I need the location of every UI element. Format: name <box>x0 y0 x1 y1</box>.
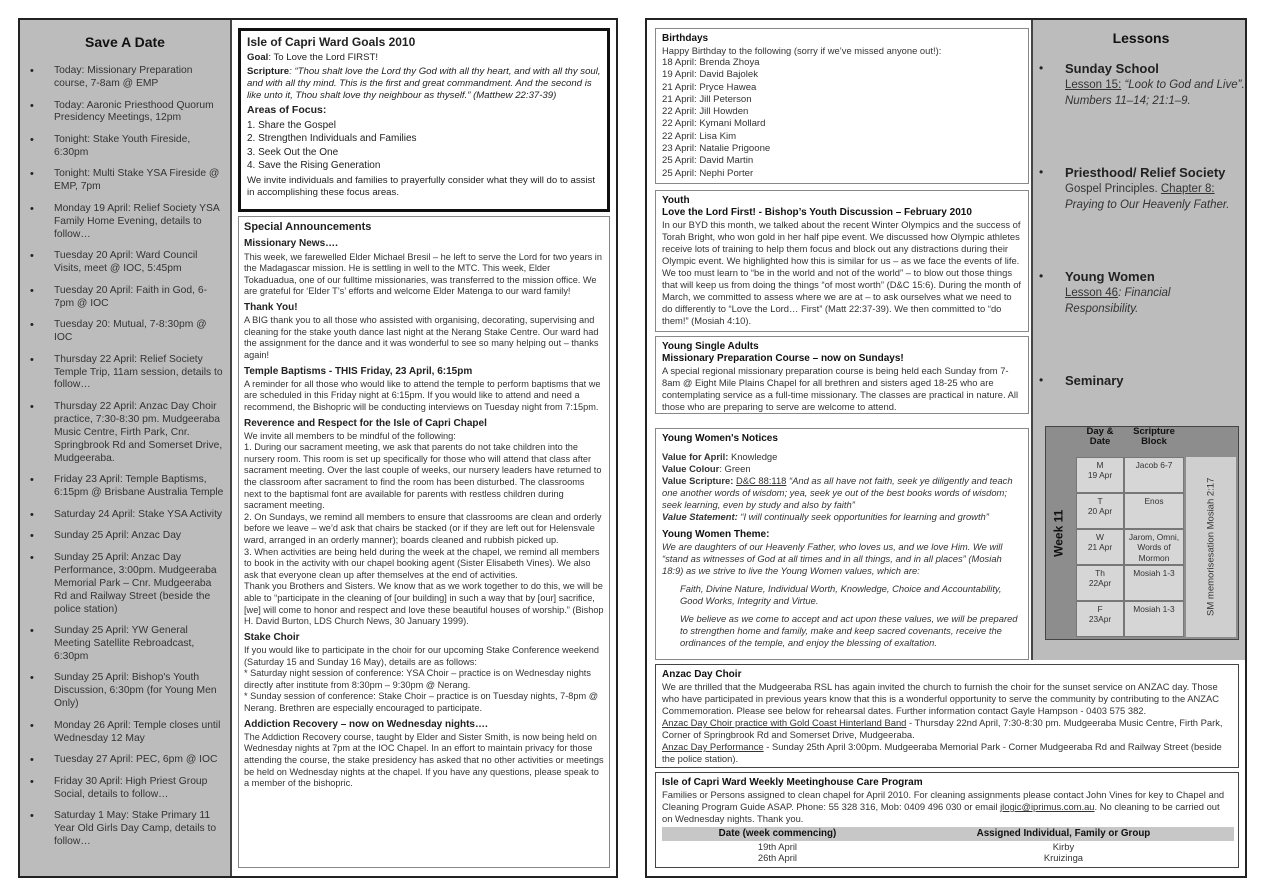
event-item: • Tuesday 20 April: Ward Council Visits, meet @ IOC, 5:45pm <box>26 250 224 276</box>
yw-scripture-label: Value Scripture <box>662 475 731 487</box>
newsletter-page-left <box>18 18 618 878</box>
focus-item: 1. Share the Gospel <box>247 120 336 132</box>
week-label: Week 11 <box>1051 509 1066 557</box>
birthday-item: 22 April: Jill Howden <box>662 106 749 118</box>
lesson-link[interactable]: Lesson 15: <box>1065 78 1122 91</box>
birthdays-title: Birthdays <box>662 33 709 44</box>
announcement-heading: Missionary News…. <box>244 238 338 250</box>
scripture-line <box>247 66 601 101</box>
yw-scripture-line: Value Scripture: D&C 88:118 “And as all have not faith, seek ye diligently and teach one another words of wisdom; yea, seek ye out of the best books words of wisdom; seek learning, even by study and also by faith” <box>662 475 1013 510</box>
lesson-text: : Financial Responsibility. <box>1065 287 1171 316</box>
goals-invite: We invite individuals and families to prayerfully consider what they will do to assist in accomplishing these focus areas. <box>247 174 596 198</box>
special-announcements-box <box>238 216 610 868</box>
care-email-link[interactable]: jlogic@iprimus.com.au <box>1000 801 1095 813</box>
care-name: Kruizinga <box>1043 852 1084 864</box>
youth-title: Youth <box>662 195 690 206</box>
event-item: • Friday 30 April: High Priest Group Social, details to follow… <box>26 776 224 802</box>
announcement-heading: Reverence and Respect for the Isle of Capri Chapel <box>244 417 487 429</box>
goal-label: Goal <box>247 51 269 63</box>
anzac-performance-link[interactable]: Anzac Day Performance <box>662 740 764 752</box>
sem-date: 23Apr <box>1088 614 1112 625</box>
seminary-row <box>1076 529 1184 565</box>
lesson-seminary <box>1037 373 1245 389</box>
event-item: • Tuesday 20 April: Faith in God, 6-7pm @ IOC <box>26 285 224 311</box>
announcement-body: A reminder for all those who would like to attend the temple to perform baptisms that we are scheduled in this Friday night at 6:15pm. If you would like to attend and need a recommend, the Bishopric will be conducting interviews on Tuesday night from 7:15pm. <box>244 378 601 412</box>
birthday-item: 19 April: David Bajolek <box>662 69 758 81</box>
seminary-header <box>1076 427 1184 453</box>
youth-subtitle: Love the Lord First! - Bishop’s Youth Discussion – February 2010 <box>662 207 972 219</box>
lesson-sunday-school <box>1037 61 1245 109</box>
yw-statement-line <box>662 511 1022 523</box>
yw-theme: We are daughters of our Heavenly Father, who loves us, and we love Him. We will “stand as witnesses of God at all times and in all things, and in all places” (Mosiah 18:9) as we strive to live the Young Women values, which are: <box>662 541 1003 576</box>
event-item: • Tonight: Stake Youth Fireside, 6:30pm <box>26 134 224 160</box>
event-item: • Thursday 22 April: Relief Society Temple Trip, 11am session, details to follow… <box>26 354 224 393</box>
lesson-detail <box>1065 77 1245 109</box>
table-row <box>662 852 1234 863</box>
announcement-heading: Stake Choir <box>244 631 300 643</box>
event-item: • Sunday 25 April: Anzac Day Performance, 3:00pm. Mudgeeraba Memorial Park – Cnr. Mudgeeraba Rd and Railway Street (beside the police station) <box>26 552 224 617</box>
ysa-subtitle: Missionary Preparation Course – now on Sundays! <box>662 353 904 365</box>
yw-scripture-ref[interactable]: D&C 88:118 <box>736 475 787 487</box>
event-item: • Sunday 25 April: YW General Meeting Satellite Rebroadcast, 6:30pm <box>26 625 224 664</box>
care-col-date: Date (week commencing) <box>662 827 893 841</box>
lesson-text: “Look to God and Live”. Numbers 11–14; 21:1–9. <box>1065 78 1245 108</box>
birthdays-intro: Happy Birthday to the following (sorry if we’ve missed anyone out!): <box>662 45 942 57</box>
birthday-item: 25 April: Nephi Porter <box>662 167 754 179</box>
ysa-box <box>655 336 1029 414</box>
sem-day: T <box>1097 496 1103 506</box>
yw-value-label: Value for April: <box>662 451 729 463</box>
lesson-heading: • Sunday School <box>1065 61 1159 77</box>
yw-statement-label: Value Statement: <box>662 510 738 522</box>
save-a-date-list <box>26 65 224 849</box>
seminary-rows <box>1076 457 1184 637</box>
event-item: • Friday 23 April: Temple Baptisms, 6:15pm @ Brisbane Australia Temple <box>26 474 224 500</box>
sem-block: Mosiah 1-3 <box>1124 565 1184 601</box>
yw-believe: We believe as we come to accept and act upon these values, we will be prepared to strengthen home and family, make and keep sacred covenants, receive the ordinances of the temple, and enjoy the blessing of exaltation. <box>680 612 1018 648</box>
yw-colour-line <box>662 463 1022 475</box>
announcement-heading: Thank You! <box>244 301 298 313</box>
announcements-title: Special Announcements <box>244 221 372 233</box>
lesson-text: Gospel Principles. <box>1065 182 1161 195</box>
event-item: • Today: Missionary Preparation course, 7-8am @ EMP <box>26 65 224 91</box>
scripture-text: : “Thou shalt love the Lord thy God with all thy heart, and with all thy soul, and with all thy mind. This is the first and great commandment. And the second is like unto it, Thou shalt love thy neighbour as thyself.” (Matthew 22:37-39) <box>247 66 601 101</box>
yw-colour-label: Value Colour <box>662 463 720 475</box>
youth-box <box>655 190 1029 332</box>
yw-theme-title: Young Women Theme: <box>662 528 770 540</box>
birthday-item: 23 April: Natalie Prigoone <box>662 142 771 154</box>
care-name: Kirby <box>1052 840 1075 852</box>
ward-goals-box <box>238 28 610 212</box>
event-item: • Today: Aaronic Priesthood Quorum Presidency Meetings, 12pm <box>26 100 224 126</box>
sem-date: 19 Apr <box>1087 470 1113 481</box>
goal-text: : To Love the Lord FIRST! <box>268 51 378 63</box>
yw-title: Young Women's Notices <box>662 433 778 444</box>
care-date: 19th April <box>757 840 798 852</box>
event-item: • Monday 19 April: Relief Society YSA Family Home Evening, details to follow… <box>26 203 224 242</box>
sem-block: Jarom, Omni, Words of Mormon <box>1124 529 1184 565</box>
seminary-row <box>1076 457 1184 493</box>
care-title: Isle of Capri Ward Weekly Meetinghouse Care Program <box>662 777 923 788</box>
yw-values: Faith, Divine Nature, Individual Worth, Knowledge, Choice and Accountability, Good Works, Integrity and Virtue. <box>680 582 1002 606</box>
birthday-item: 22 April: Lisa Kim <box>662 130 737 142</box>
lessons-panel <box>1031 20 1245 660</box>
sem-block: Enos <box>1124 493 1184 529</box>
seminary-row <box>1076 601 1184 637</box>
focus-item: 4. Save the Rising Generation <box>247 159 381 171</box>
yw-value-line <box>662 451 1022 463</box>
col-scripture-block: Scripture Block <box>1133 426 1175 448</box>
announcement-body: This week, we farewelled Elder Michael Bresil – he left to serve the Lord for two years in the Madagascar mission. He is settling in well to the MTC. This week, Elder Tokaduadua, one of our fulltime missionaries, was transferred to the mission office. We are grateful for ‘Elder T’s’ efforts and welcome Elder Matenga to our ward family! <box>244 251 602 297</box>
focus-title: Areas of Focus: <box>247 104 327 117</box>
meetinghouse-care-box <box>655 772 1239 868</box>
care-table <box>662 827 1234 864</box>
lesson-link[interactable]: Lesson 46 <box>1065 287 1119 300</box>
seminary-table <box>1045 426 1239 640</box>
yw-colour: : Green <box>719 463 751 475</box>
anzac-practice-text: - Thursday 22nd April, 7:30-8:30 pm. Mudgeeraba Music Centre, Firth Park, Corner of Springbrook Rd and Somerset Drive, Mudgeeraba. <box>662 717 1223 740</box>
ysa-title: Young Single Adults <box>662 341 759 352</box>
save-a-date-panel <box>20 20 232 876</box>
announcement-body: The Addiction Recovery course, taught by Elder and Sister Smith, is now being held on Wednesday nights at 7pm at the IOC Chapel. In an effort to maintain privacy for those attending the course, the stake presidency has asked that no other activities or meetings be held on Wednesday nights at the chapel. If you have any questions, please speak to a member of the bishopric. <box>244 731 604 789</box>
seminary-row <box>1076 565 1184 601</box>
announcement-body: A BIG thank you to all those who assisted with organising, decorating, supervising and cleaning for the stake youth dance last night at the Nerang Stake Centre. Our ward had the assignment for the dance and it was wonderful to see so many helping out – thanks again! <box>244 315 599 360</box>
table-row <box>662 841 1234 852</box>
goal-line <box>247 52 601 64</box>
announcement-heading: Addiction Recovery – now on Wednesday nights…. <box>244 718 488 730</box>
event-item: • Saturday 1 May: Stake Primary 11 Year Old Girls Day Camp, details to follow… <box>26 810 224 849</box>
sem-date: 21 Apr <box>1087 542 1113 553</box>
event-item: • Tonight: Multi Stake YSA Fireside @ EMP, 7pm <box>26 168 224 194</box>
birthday-item: 22 April: Kymani Mollard <box>662 118 766 130</box>
lesson-link[interactable]: Chapter 8: <box>1160 182 1215 195</box>
sem-block: Mosiah 1-3 <box>1124 601 1184 637</box>
anzac-choir-box <box>655 664 1239 768</box>
sem-day: M <box>1096 460 1104 470</box>
scripture-label: Scripture <box>247 66 290 78</box>
lesson-text: Praying to Our Heavenly Father. <box>1065 199 1230 212</box>
anzac-body: We are thrilled that the Mudgeeraba RSL has again invited the church to furnish the choir for the sunset service on ANZAC day. Those who have participated in previous years know that this is a wonderful opportunity to serve the community by contributing to the ANZAC Commemoration. Please see below for rehearsal dates. Further information contact Gayle Hampson - 0403 575 382. <box>662 681 1220 717</box>
care-date: 26th April <box>757 852 798 864</box>
focus-item: 3. Seek Out the One <box>247 146 339 158</box>
anzac-title: Anzac Day Choir <box>662 669 742 680</box>
seminary-row <box>1076 493 1184 529</box>
ysa-body: A special regional missionary preparation course is being held each Sunday from 7-8am @ Eight Mile Plains Chapel for all brethren and sisters aged 18-25 who are contemplating service as a full-time missionary. The classes are practical in nature. All those who are preparing to serve are welcome to attend. <box>662 365 1019 413</box>
birthday-list <box>662 57 1022 180</box>
anzac-practice <box>662 717 1232 741</box>
goals-title: Isle of Capri Ward Goals 2010 <box>247 35 416 49</box>
announcement-heading: Temple Baptisms - THIS Friday, 23 April, 6:15pm <box>244 365 473 377</box>
lesson-young-women <box>1037 269 1245 317</box>
memorisation-label: SM memorisesation Mosiah 2:17 <box>1186 457 1236 637</box>
focus-list <box>247 119 601 172</box>
col-day-date: Day & Date <box>1086 426 1114 448</box>
yw-value: Knowledge <box>728 451 778 463</box>
anzac-performance <box>662 741 1232 765</box>
lesson-priesthood <box>1037 165 1245 213</box>
lesson-heading: • Seminary <box>1065 373 1124 389</box>
lesson-detail <box>1065 181 1245 213</box>
focus-item: 2. Strengthen Individuals and Families <box>247 133 417 145</box>
sem-block: Jacob 6-7 <box>1124 457 1184 493</box>
announcement-body: If you would like to participate in the choir for our upcoming Stake Conference weekend (Saturday 15 and Sunday 16 May), details are as follows: * Saturday night session of conference: YSA Choir – practice is on Wednesday nights directly after institute from 8:30pm – 9:30pm @ Nerang. * Sunday session of conference: Stake Choir – practice is on Tuesday nights, 7-8pm @ Nerang. Brethren are especially encouraged to participate. <box>244 644 599 713</box>
birthday-item: 21 April: Pryce Hawea <box>662 81 757 93</box>
event-item: • Tuesday 20: Mutual, 7-8:30pm @ IOC <box>26 319 224 345</box>
lesson-heading: • Young Women <box>1065 269 1155 285</box>
birthday-item: 21 April: Jill Peterson <box>662 93 752 105</box>
save-a-date-title: Save A Date <box>85 34 165 50</box>
lesson-heading: • Priesthood/ Relief Society <box>1065 165 1226 181</box>
announcement-body: We invite all members to be mindful of the following: 1. During our sacrament meeting, we ask that parents do not take children into the nursery room. This room is set up specifically for those who will attend that class after sacrament meeting. Over the last couple of weeks, our nursery leaders have returned to the classroom after sacrament to find the room has been disturbed. The classrooms next to the baptismal font are available for parents with restless children during sacrament meeting. 2. On Sundays, we remind all members to ensure that classrooms are clean and orderly before we leave – we’d ask that chairs be stacked (or if they are left out for Helensvale ward, arranged in an orderly manner); boards cleaned and rubbish picked up. 3. When activities are being held during the week at the chapel, we remind all members to book in the activity with our chapel booking agent (Sister Elisabeth Vines). We also ask that everyone clean up after themselves at the end of activities. Thank you Brothers and Sisters. We know that as we work together to do this, we will be able to “participate in the cleaning of [our building] in such a way that by [our] sacrifice, [we] will come to honor and respect and love these beautiful houses of worship.” (Bishop H. David Burton, LDS Church News, 30 January 1999). <box>244 430 604 627</box>
sem-date: 22Apr <box>1088 578 1112 589</box>
youth-body: In our BYD this month, we talked about the recent Winter Olympics and the success of Torah Bright, who won gold in her half pipe event. We discussed how Olympic athletes receive lots of training to help them focus and block out any distractions during their Olympic event. We highlighted how this is similar for us – as we face the events of life. We too must learn to “be in the world and not of the world” – to blow out those things that will keep us from doing the things “of most worth” (D&C 15:6). During the month of March, we committed to assess where we are at – to ask ourselves what we need to do differently to “Love the Lord… First” (Matt 22:37-39). We then committed to “do them!” (Mosiah 4:10). <box>662 219 1022 326</box>
event-item: • Thursday 22 April: Anzac Day Choir practice, 7:30-8:30 pm. Mudgeeraba Music Centre, Firth Park, Cnr. Springbrook Rd and Somerset Drive, Mudgeeraba. <box>26 401 224 466</box>
birthday-item: 18 April: Brenda Zhoya <box>662 57 760 69</box>
anzac-practice-link[interactable]: Anzac Day Choir practice with Gold Coast Hinterland Band <box>662 717 907 728</box>
care-body: Families or Persons assigned to clean chapel for April 2010. For cleaning assignments please contact John Vines for key to Chapel and Cleaning Program Guide ASAP. Phone: 55 328 316, Mob: 0409 496 030 or email jlogic@iprimus.com.au. No cleaning to be carried out on Wednesday nights. Thank you. <box>662 789 1225 825</box>
sem-day: W <box>1096 532 1104 542</box>
young-womens-box <box>655 428 1029 660</box>
sem-day: F <box>1097 604 1103 614</box>
event-item: • Saturday 24 April: Stake YSA Activity <box>26 509 224 522</box>
birthday-item: 25 April: David Martin <box>662 155 754 167</box>
anzac-performance-text: - Sunday 25th April 3:00pm. Mudgeeraba Memorial Park - Corner Mudgeeraba Rd and Railway Street (beside the police station). <box>662 740 1222 764</box>
yw-scripture-text: “And as all have not faith, seek ye diligently and teach one another words of wisdom; yea, seek ye out of the best books words of wisdom; seek learning, even by study and also by faith” <box>662 475 1013 510</box>
newsletter-page-right <box>645 18 1247 878</box>
sem-day: Th <box>1095 568 1105 578</box>
sem-date: 20 Apr <box>1087 506 1113 517</box>
lessons-title: Lessons <box>1112 30 1170 46</box>
lesson-detail <box>1065 285 1245 317</box>
care-col-assigned: Assigned Individual, Family or Group <box>893 827 1234 841</box>
yw-statement: “I will continually seek opportunities for learning and growth” <box>737 510 989 522</box>
event-item: • Tuesday 27 April: PEC, 6pm @ IOC <box>26 754 224 767</box>
event-item: • Sunday 25 April: Anzac Day <box>26 530 224 543</box>
event-item: • Sunday 25 April: Bishop's Youth Discussion, 6:30pm (for Young Men Only) <box>26 672 224 711</box>
birthdays-box <box>655 28 1029 184</box>
event-item: • Monday 26 April: Temple closes until Wednesday 12 May <box>26 720 224 746</box>
